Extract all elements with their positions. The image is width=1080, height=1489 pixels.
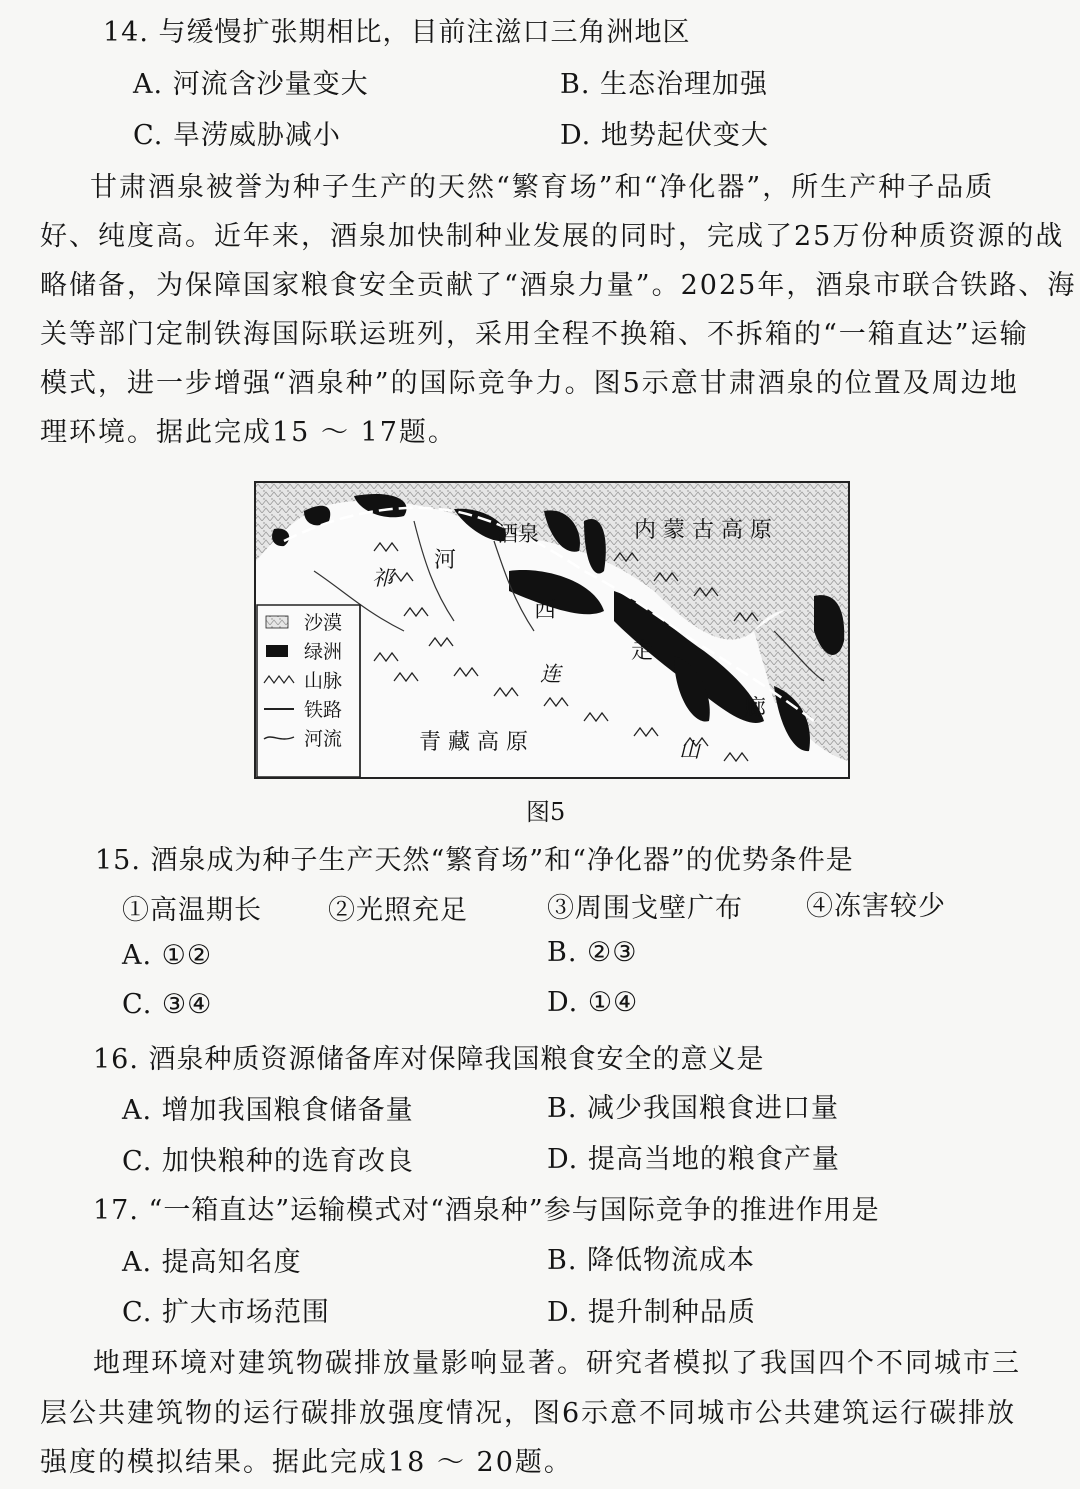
label-jiuquan: 酒泉 — [497, 522, 539, 546]
q15-option-a: A. ①② — [122, 940, 213, 971]
q14-option-b: B. 生态治理加强 — [560, 69, 769, 100]
passage1-line: 模式，进一步增强“酒泉种”的国际竞争力。图5示意甘肃酒泉的位置及周边地 — [40, 368, 1019, 399]
legend-label: 山脉 — [304, 670, 343, 692]
q15-item-4: ④冻害较少 — [806, 891, 946, 922]
q16-option-b: B. 减少我国粮食进口量 — [547, 1093, 840, 1124]
label-xi: 西 — [534, 598, 557, 623]
figure5-map — [254, 481, 850, 779]
passage1-line: 理环境。据此完成15 ～ 17题。 — [40, 417, 457, 448]
label-shan: 山 — [679, 738, 700, 762]
passage1-line: 略储备，为保障国家粮食安全贡献了“酒泉力量”。2025年，酒泉市联合铁路、海 — [40, 270, 1077, 301]
q14-option-c: C. 旱涝威胁减小 — [133, 120, 341, 151]
legend-label: 绿洲 — [304, 641, 343, 663]
label-qi: 祁 — [372, 566, 393, 590]
q17-option-d: D. 提升制种品质 — [547, 1297, 756, 1328]
q15-item-2: ②光照充足 — [328, 895, 468, 926]
q14-option-a: A. 河流含沙量变大 — [133, 69, 369, 100]
passage2-line: 强度的模拟结果。据此完成18 ～ 20题。 — [40, 1447, 573, 1478]
passage1-line: 好、纯度高。近年来，酒泉加快制种业发展的同时，完成了25万份种质资源的战 — [40, 221, 1065, 252]
q15-item-3: ③周围戈壁广布 — [547, 893, 743, 924]
label-neimenggu: 内 蒙 古 高 原 — [634, 518, 772, 543]
passage1-line: 关等部门定制铁海国际联运班列，采用全程不换箱、不拆箱的“一箱直达”运输 — [40, 319, 1029, 350]
q16-stem: 16. 酒泉种质资源储备库对保障我国粮食安全的意义是 — [93, 1044, 765, 1075]
passage1-line: 甘肃酒泉被誉为种子生产的天然“繁育场”和“净化器”，所生产种子品质 — [90, 172, 995, 203]
q17-stem: 17. “一箱直达”运输模式对“酒泉种”参与国际竞争的推进作用是 — [93, 1195, 880, 1226]
q14-stem: 14. 与缓慢扩张期相比，目前注滋口三角洲地区 — [103, 17, 691, 48]
q15-option-c: C. ③④ — [122, 989, 213, 1020]
q14-option-d: D. 地势起伏变大 — [560, 120, 769, 151]
label-qingzang: 青 藏 高 原 — [419, 730, 528, 755]
label-zou: 走 — [631, 639, 654, 664]
q16-option-d: D. 提高当地的粮食产量 — [547, 1144, 840, 1175]
q15-stem: 15. 酒泉成为种子生产天然“繁育场”和“净化器”的优势条件是 — [95, 845, 854, 876]
q15-item-1: ①高温期长 — [122, 895, 262, 926]
q15-option-b: B. ②③ — [547, 937, 638, 968]
legend-label: 铁路 — [304, 699, 343, 721]
legend-label: 河流 — [304, 728, 343, 750]
q17-option-a: A. 提高知名度 — [122, 1247, 302, 1278]
label-he: 河 — [434, 548, 457, 573]
figure5-caption: 图5 — [526, 798, 566, 826]
label-lang: 廊 — [744, 696, 767, 721]
legend-label: 沙漠 — [304, 612, 343, 634]
q15-option-d: D. ①④ — [547, 987, 639, 1018]
passage2-line: 层公共建筑物的运行碳排放强度情况，图6示意不同城市公共建筑运行碳排放 — [40, 1398, 1017, 1429]
passage2-line: 地理环境对建筑物碳排放量影响显著。研究者模拟了我国四个不同城市三 — [93, 1348, 1021, 1379]
label-lian: 连 — [540, 662, 561, 686]
q16-option-a: A. 增加我国粮食储备量 — [122, 1095, 414, 1126]
q16-option-c: C. 加快粮种的选育改良 — [122, 1146, 414, 1177]
q17-option-c: C. 扩大市场范围 — [122, 1297, 330, 1328]
q17-option-b: B. 降低物流成本 — [547, 1245, 756, 1276]
